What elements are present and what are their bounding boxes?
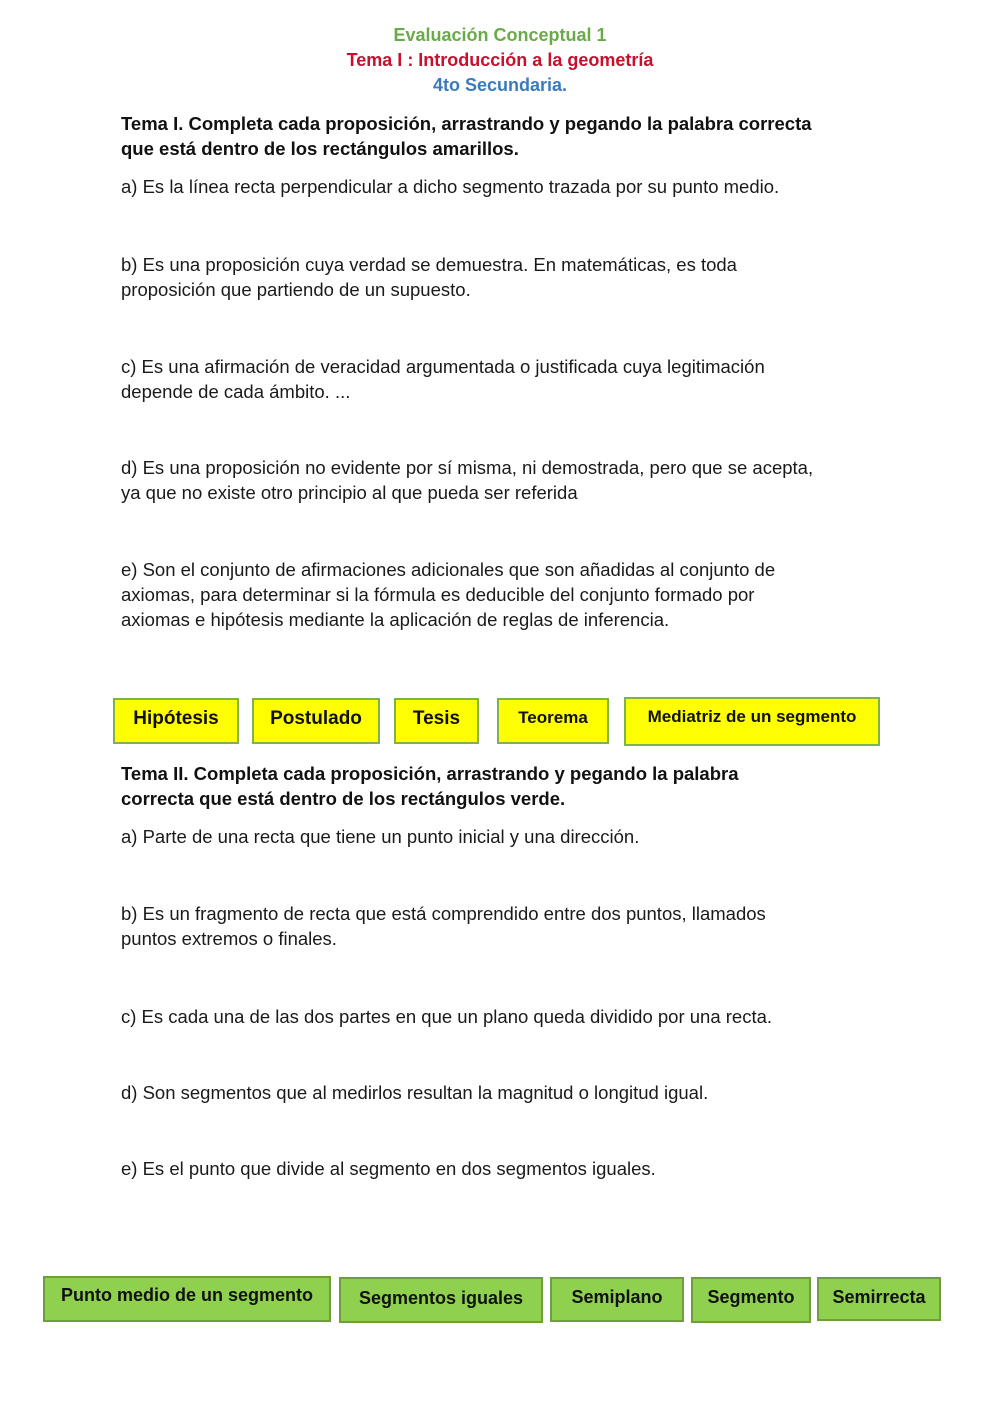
item-line: b) Es un fragmento de recta que está comprendido entre dos puntos, llamados bbox=[121, 903, 766, 924]
item-line: d) Son segmentos que al medirlos resultan la magnitud o longitud igual. bbox=[121, 1082, 709, 1103]
section2-item-b bbox=[121, 901, 901, 951]
answer-chip-segmentos-iguales[interactable]: Segmentos iguales bbox=[339, 1277, 543, 1323]
section1-item-a bbox=[121, 174, 901, 199]
answer-chip-semirrecta[interactable]: Semirrecta bbox=[817, 1277, 941, 1321]
section1-item-c bbox=[121, 354, 901, 404]
item-line: c) Es cada una de las dos partes en que un plano queda dividido por una recta. bbox=[121, 1006, 773, 1027]
item-line: e) Es el punto que divide al segmento en dos segmentos iguales. bbox=[121, 1158, 656, 1179]
answer-chip-punto-medio[interactable]: Punto medio de un segmento bbox=[43, 1276, 331, 1322]
answer-chip-postulado[interactable]: Postulado bbox=[252, 698, 380, 744]
section1-instructions bbox=[121, 111, 901, 161]
worksheet-grade: 4to Secundaria. bbox=[432, 75, 568, 95]
section2-item-d bbox=[121, 1080, 901, 1105]
item-line: axiomas e hipótesis mediante la aplicación de reglas de inferencia. bbox=[121, 609, 670, 630]
answer-chip-segmento[interactable]: Segmento bbox=[691, 1277, 811, 1323]
instruction-line: Tema I. Completa cada proposición, arrastrando y pegando la palabra correcta bbox=[121, 113, 812, 134]
section2-item-a bbox=[121, 824, 901, 849]
section2-item-e bbox=[121, 1156, 901, 1181]
section1-item-d bbox=[121, 455, 901, 505]
item-line: a) Parte de una recta que tiene un punto inicial y una dirección. bbox=[121, 826, 640, 847]
item-line: depende de cada ámbito. ... bbox=[121, 381, 351, 402]
section1-item-b bbox=[121, 252, 901, 302]
item-line: d) Es una proposición no evidente por sí misma, ni demostrada, pero que se acepta, bbox=[121, 457, 814, 478]
item-line: puntos extremos o finales. bbox=[121, 928, 337, 949]
section2-item-c bbox=[121, 1004, 901, 1029]
item-line: b) Es una proposición cuya verdad se demuestra. En matemáticas, es toda bbox=[121, 254, 737, 275]
item-line: ya que no existe otro principio al que pueda ser referida bbox=[121, 482, 578, 503]
instruction-line: correcta que está dentro de los rectángulos verde. bbox=[121, 788, 566, 809]
answer-chip-teorema[interactable]: Teorema bbox=[497, 698, 609, 744]
worksheet-title: Evaluación Conceptual 1 bbox=[393, 25, 607, 45]
worksheet-subtitle: Tema I : Introducción a la geometría bbox=[346, 50, 654, 70]
item-line: axiomas, para determinar si la fórmula es deducible del conjunto formado por bbox=[121, 584, 755, 605]
answer-chip-tesis[interactable]: Tesis bbox=[394, 698, 479, 744]
item-line: e) Son el conjunto de afirmaciones adicionales que son añadidas al conjunto de bbox=[121, 559, 776, 580]
section1-item-e bbox=[121, 557, 901, 632]
instruction-line: Tema II. Completa cada proposición, arrastrando y pegando la palabra bbox=[121, 763, 739, 784]
item-line: a) Es la línea recta perpendicular a dicho segmento trazada por su punto medio. bbox=[121, 176, 780, 197]
item-line: proposición que partiendo de un supuesto. bbox=[121, 279, 471, 300]
worksheet-header bbox=[0, 23, 1000, 98]
section2-instructions bbox=[121, 761, 901, 811]
answer-chip-hipotesis[interactable]: Hipótesis bbox=[113, 698, 239, 744]
item-line: c) Es una afirmación de veracidad argumentada o justificada cuya legitimación bbox=[121, 356, 765, 377]
answer-chip-mediatriz[interactable]: Mediatriz de un segmento bbox=[624, 697, 880, 746]
answer-chip-semiplano[interactable]: Semiplano bbox=[550, 1277, 684, 1322]
instruction-line: que está dentro de los rectángulos amarillos. bbox=[121, 138, 519, 159]
